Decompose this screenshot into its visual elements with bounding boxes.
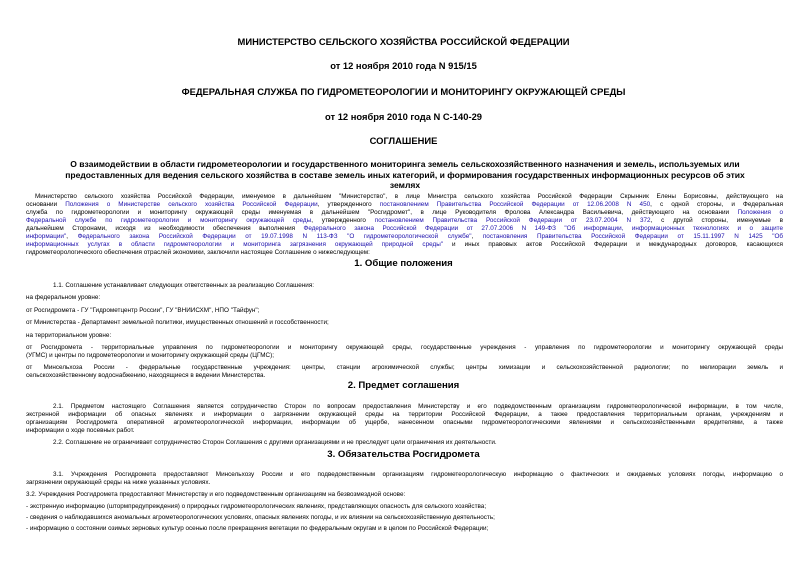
paragraph: сельскохозяйственному водоснабжению, находящиеся в ведении Министерства. — [26, 372, 266, 379]
section-3-title: 3. Обязательства Росгидромета — [327, 449, 480, 460]
section-2-title: 2. Предмет соглашения — [347, 380, 460, 391]
link-resolution-1425-cont[interactable]: информационных услугах в области гидрометеорологии и мониторинга загрязнения окружающей природной среды" — [26, 241, 444, 248]
link-roshydromet-regulation[interactable]: Положения о — [737, 209, 783, 216]
service-date: от 12 ноября 2010 года N С-140-29 — [325, 111, 482, 122]
preamble-line: основании Положения о Министерстве сельского хозяйства Российской Федерации, утвержденного постановлением Правительства Российской Федерации от 12.06.2008 N 450, с одной стороны, и Федеральная — [26, 201, 784, 208]
preamble-line: Федеральной службе по гидрометеорологии и мониторингу окружающей среды, утвержденного постановлением Правительства Российской Федерации от 23.07.2004 N 372, с другой стороны, именуемые в — [26, 217, 784, 224]
document-type: СОГЛАШЕНИЕ — [369, 135, 438, 146]
paragraph: 2.2. Соглашение не ограничивает сотрудничество Сторон Соглашения с другими организациями и не преследует цели ограничения их деятельности. — [53, 439, 497, 446]
paragraph: от Минсельхоза России - федеральные государственные учреждения: центры, станции агрохимической службы; центры химизации и сельскохозяйственной радиологии; по мелиорации земель и — [26, 364, 783, 371]
paragraph: организациям Росгидромета оперативной агрометеорологической информации, информации об ущербе, нанесенном опасными гидрометеорологическими явлениями и сельскохозяйственными вредителями, а также — [26, 419, 783, 426]
link-resolution-1425[interactable]: постановления Правительства Российской Федерации от 15.11.1997 N 1425 "Об — [482, 233, 784, 240]
subject-line: землях — [389, 180, 421, 190]
paragraph: загрязнении окружающей среды на ниже указанных условиях. — [26, 479, 211, 486]
link-law-149-cont[interactable]: информации" — [26, 233, 67, 240]
paragraph: 3.1. Учреждения Росгидромета предоставляют Минсельхозу России и его подведомственным организациям гидрометеорологическую информацию о фактических и ожидаемых условиях погоды, информацию о — [53, 471, 783, 478]
paragraph: экстренной информации об опасных явлениях и информации о загрязнении окружающей среды на территории Российской Федерации, а также предоставления территориальным органам, учреждениям и — [26, 411, 783, 418]
subject-line: предоставленных для ведения сельского хозяйства в составе земель иных категорий, и формирования государственных информационных ресурсов об этих — [65, 169, 745, 180]
link-resolution-450[interactable]: постановлением Правительства Российской Федерации от 12.06.2008 N 450 — [379, 201, 651, 208]
preamble-line: служба по гидрометеорологии и мониторингу окружающей среды именуемая в дальнейшем "Росгидромет", в лице Руководителя Фролова Александра Васильевича, действующего на основании Положения о — [26, 209, 783, 216]
paragraph: на территориальном уровне: — [26, 332, 112, 339]
link-law-149[interactable]: Федерального закона Российской Федерации от 27.07.2006 N 149-ФЗ "Об информации, информационных технологиях и о защите — [303, 225, 783, 232]
subject-title — [44, 159, 766, 191]
link-minagri-regulation[interactable]: Положения о Министерстве сельского хозяйства Российской Федерации — [65, 201, 318, 208]
preamble-line: Министерство сельского хозяйства Российской Федерации, именуемое в дальнейшем "Министерство", в лице Министра сельского хозяйства Российской Федерации Скрынник Елены Борисовны, действующего на — [35, 193, 783, 200]
paragraph: 2.1. Предметом настоящего Соглашения является сотрудничество Сторон по вопросам предоставления Министерству и его подведомственным организациям гидрометеорологической информации, в том числе, — [53, 403, 783, 410]
list-item: - экстренную информацию (штормпредупреждения) о природных гидрометеорологических явлениях, представляющих опасность для сельского хозяйства; — [26, 503, 487, 510]
service-title: ФЕДЕРАЛЬНАЯ СЛУЖБА ПО ГИДРОМЕТЕОРОЛОГИИ И МОНИТОРИНГУ ОКРУЖАЮЩЕЙ СРЕДЫ — [181, 86, 626, 97]
paragraph: от Росгидромета - территориальные управления по гидрометеорологии и мониторингу окружающей среды, государственные учреждения - управления по гидрометеорологии и мониторингу окружающей среды — [26, 344, 783, 351]
paragraph: информации о ходе посевных работ. — [26, 427, 135, 434]
preamble-line: гидрометеорологического обеспечения отраслей экономики, заключили настоящее Соглашение о нижеследующем: — [26, 249, 370, 256]
paragraph: от Министерства - Департамент земельной политики, имущественных отношений и госсобственности; — [26, 319, 329, 326]
paragraph: 3.2. Учреждения Росгидромета предоставляют Министерству и его подведомственным организациям на безвозмездной основе: — [26, 491, 406, 498]
link-roshydromet-regulation-cont[interactable]: Федеральной службе по гидрометеорологии и мониторингу окружающей среды — [26, 217, 312, 224]
preamble-line: информации", Федерального закона Российской Федерации от 19.07.1998 N 113-ФЗ "О гидрометеорологической службе", постановления Правительства Российской Федерации от 15.11.1997 N 1425 "Об — [26, 233, 784, 240]
paragraph: (УГМС) и центры по гидрометеорологии и мониторингу окружающей среды (ЦГМС); — [26, 352, 275, 359]
preamble-line: дальнейшем Сторонами, исходя из необходимости обеспечения выполнения Федерального закона Российской Федерации от 27.07.2006 N 149-ФЗ "Об информации, информационных технологиях и о защите — [26, 225, 783, 232]
paragraph: на федеральном уровне: — [26, 294, 101, 301]
paragraph: от Росгидромета - ГУ "Гидрометцентр России", ГУ "ВНИИСХМ", НПО "Тайфун"; — [26, 307, 260, 314]
list-item: - сведения о наблюдавшихся аномальных агрометеорологических условиях, опасных явлениях погоды, и их влиянии на сельскохозяйственную деятельность; — [26, 514, 495, 521]
ministry-date: от 12 ноября 2010 года N 915/15 — [330, 60, 477, 71]
ministry-title: МИНИСТЕРСТВО СЕЛЬСКОГО ХОЗЯЙСТВА РОССИЙСКОЙ ФЕДЕРАЦИИ — [237, 36, 570, 47]
preamble-line: информационных услугах в области гидрометеорологии и мониторинга загрязнения окружающей природной среды" и иных правовых актов Российской Федерации и международных договоров, касающихся — [26, 241, 783, 248]
link-resolution-372[interactable]: постановлением Правительства Российской Федерации от 23.07.2004 N 372 — [374, 217, 651, 224]
link-law-113[interactable]: Федерального закона Российской Федерации от 19.07.1998 N 113-ФЗ "О гидрометеорологической службе" — [77, 233, 472, 240]
paragraph: 1.1. Соглашение устанавливает следующих ответственных за реализацию Соглашения: — [53, 282, 315, 289]
subject-line: О взаимодействии в области гидрометеорологии и государственного мониторинга земель сельскохозяйственного назначения и земель, используемых или — [70, 159, 740, 169]
section-1-title: 1. Общие положения — [354, 258, 453, 269]
list-item: - информацию о состоянии озимых зерновых культур осенью после прекращения вегетации по федеральным округам и в целом по Российской Федерации; — [26, 525, 489, 532]
